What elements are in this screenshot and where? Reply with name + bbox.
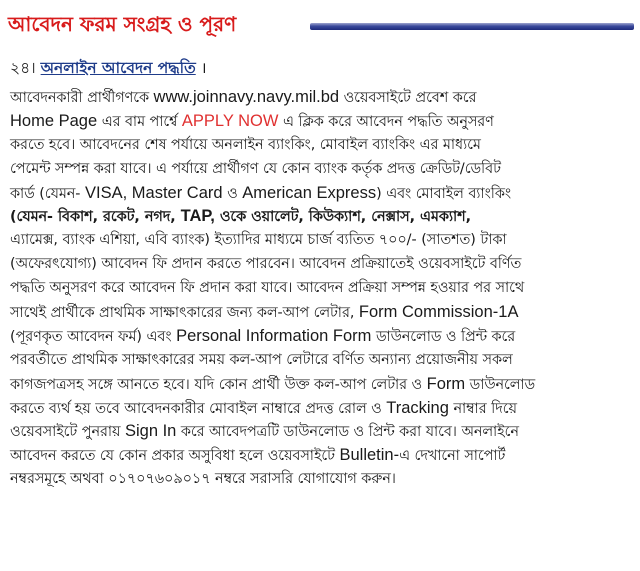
- text-segment: (যেমন- বিকাশ, রকেট, নগদ,: [10, 209, 176, 226]
- paragraph-line: পদ্ধতি অনুসরণ করে আবেদন ফি প্রদান করা যাবে। আবেদন প্রক্রিয়া সম্পন্ন হওয়ার পর সাথে: [10, 280, 525, 297]
- apply-now-label: APPLY NOW: [181, 111, 279, 130]
- text-segment: আবেদন করতে যে কোন প্রকার অসুবিধা হলে ওয়েবসাইটে: [10, 448, 335, 465]
- text-segment: ও: [227, 185, 238, 202]
- home-page-label: Home Page: [10, 111, 98, 130]
- text-segment: ওয়েবসাইটে পুনরায়: [10, 424, 121, 441]
- text-segment: ) এবং মোবাইল ব্যাংকিং: [376, 185, 512, 202]
- paragraph-line: পেমেন্ট সম্পন্ন করা যাবে। এ পর্যায়ে প্রার্থীগণ যে কোন ব্যাংক কর্তৃক প্রদত্ত ক্রেডিট/ডেবিট: [10, 160, 501, 177]
- paragraph-line: [10, 420, 632, 444]
- section-header: [8, 8, 634, 40]
- paragraph-line: [10, 325, 632, 349]
- subheading: [10, 56, 207, 82]
- text-segment: ডাউনলোড ও প্রিন্ট করে: [375, 328, 516, 345]
- text-segment: নাম্বার দিয়ে: [453, 400, 517, 417]
- paragraph-line: এ্যামেক্স, ব্যাংক এশিয়া, এবি ব্যাংক) ইত্যাদির মাধ্যমে চার্জ ব্যতিত ৭০০/- (সাতশত) টাকা: [10, 232, 507, 249]
- subheading-end: ।: [200, 59, 207, 77]
- text-segment: সাথেই প্রার্থীকে প্রাথমিক সাক্ষাৎকারের জন্য কল-আপ লেটার,: [10, 305, 355, 322]
- bulletin-label: Bulletin-: [339, 446, 400, 465]
- text-segment: এ ক্লিক করে আবেদন পদ্ধতি অনুসরণ: [283, 113, 494, 130]
- text-segment: ডাউনলোড: [469, 376, 536, 393]
- text-segment: আবেদনকারী প্রার্থীগণকে: [10, 90, 149, 106]
- instruction-paragraph: [10, 86, 632, 492]
- section-title: আবেদন ফরম সংগ্রহ ও পূরণ: [8, 12, 237, 36]
- paragraph-line: করতে হবে। আবেদনের শেষ পর্যায়ে অনলাইন ব্যাংকিং, মোবাইল ব্যাংকিং এর মাধ্যমে: [10, 136, 481, 153]
- website-link[interactable]: www.joinnavy.navy.mil.bd: [153, 88, 340, 106]
- paragraph-line: [10, 373, 632, 397]
- item-number: ২৪।: [10, 59, 36, 77]
- text-segment: (পূরণকৃত আবেদন ফর্ম) এবং: [10, 328, 172, 345]
- subheading-title: অনলাইন আবেদন পদ্ধতি: [40, 59, 196, 77]
- form-name: Personal Information Form: [176, 326, 372, 345]
- text-segment: এর বাম পার্শ্বে: [101, 113, 178, 130]
- card-names: American Express: [242, 183, 377, 202]
- text-segment: ওয়েবসাইটে প্রবেশ করে: [343, 90, 477, 106]
- paragraph-line: (অফেরৎযোগ্য) আবেদন ফি প্রদান করতে পারবেন। আবেদন প্রক্রিয়াতেই ওয়েবসাইটে বর্ণিত: [10, 256, 522, 273]
- text-segment: করে আবেদপত্রটি ডাউনলোড ও প্রিন্ট করা যাবে। অনলাইনে: [180, 424, 519, 441]
- paragraph-line: নম্বরসমূহে অথবা ০১৭০৭৬০৯০১৭ নম্বরে সরাসরি যোগাযোগ করুন।: [10, 471, 396, 488]
- paragraph-line: [10, 86, 632, 110]
- form-name: Form: [426, 374, 466, 393]
- paragraph-line: [10, 301, 632, 325]
- paragraph-line: [10, 444, 632, 468]
- text-segment: ওকে ওয়ালেট, কিউক্যাশ, নেক্সাস, এমক্যাশ,: [219, 209, 472, 226]
- paragraph-line: [10, 205, 632, 229]
- tracking-label: Tracking: [386, 398, 449, 417]
- text-segment: কার্ড (যেমন-: [10, 185, 81, 202]
- text-segment: করতে ব্যর্থ হয় তবে আবেদনকারীর মোবাইল নাম্বারে প্রদত্ত রোল ও: [10, 400, 382, 417]
- text-segment: কাগজপত্রসহ সঙ্গে আনতে হবে। যদি কোন প্রার্থী উক্ত কল-আপ লেটার ও: [10, 376, 423, 393]
- card-names: VISA, Master Card: [85, 183, 223, 202]
- paragraph-line: [10, 182, 632, 206]
- paragraph-line: [10, 397, 632, 421]
- header-decorative-bar: [310, 23, 634, 30]
- paragraph-line: পরবর্তীতে প্রাথমিক সাক্ষাৎকারের সময় কল-আপ লেটারে বর্ণিত অন্যান্য প্রয়োজনীয় সকল: [10, 351, 513, 368]
- paragraph-line: [10, 110, 632, 134]
- sign-in-label: Sign In: [124, 422, 177, 441]
- form-name: Form Commission-1A: [358, 303, 519, 322]
- text-segment: এ দেখানো সাপোর্ট: [399, 448, 506, 465]
- tap-label: TAP,: [180, 207, 215, 226]
